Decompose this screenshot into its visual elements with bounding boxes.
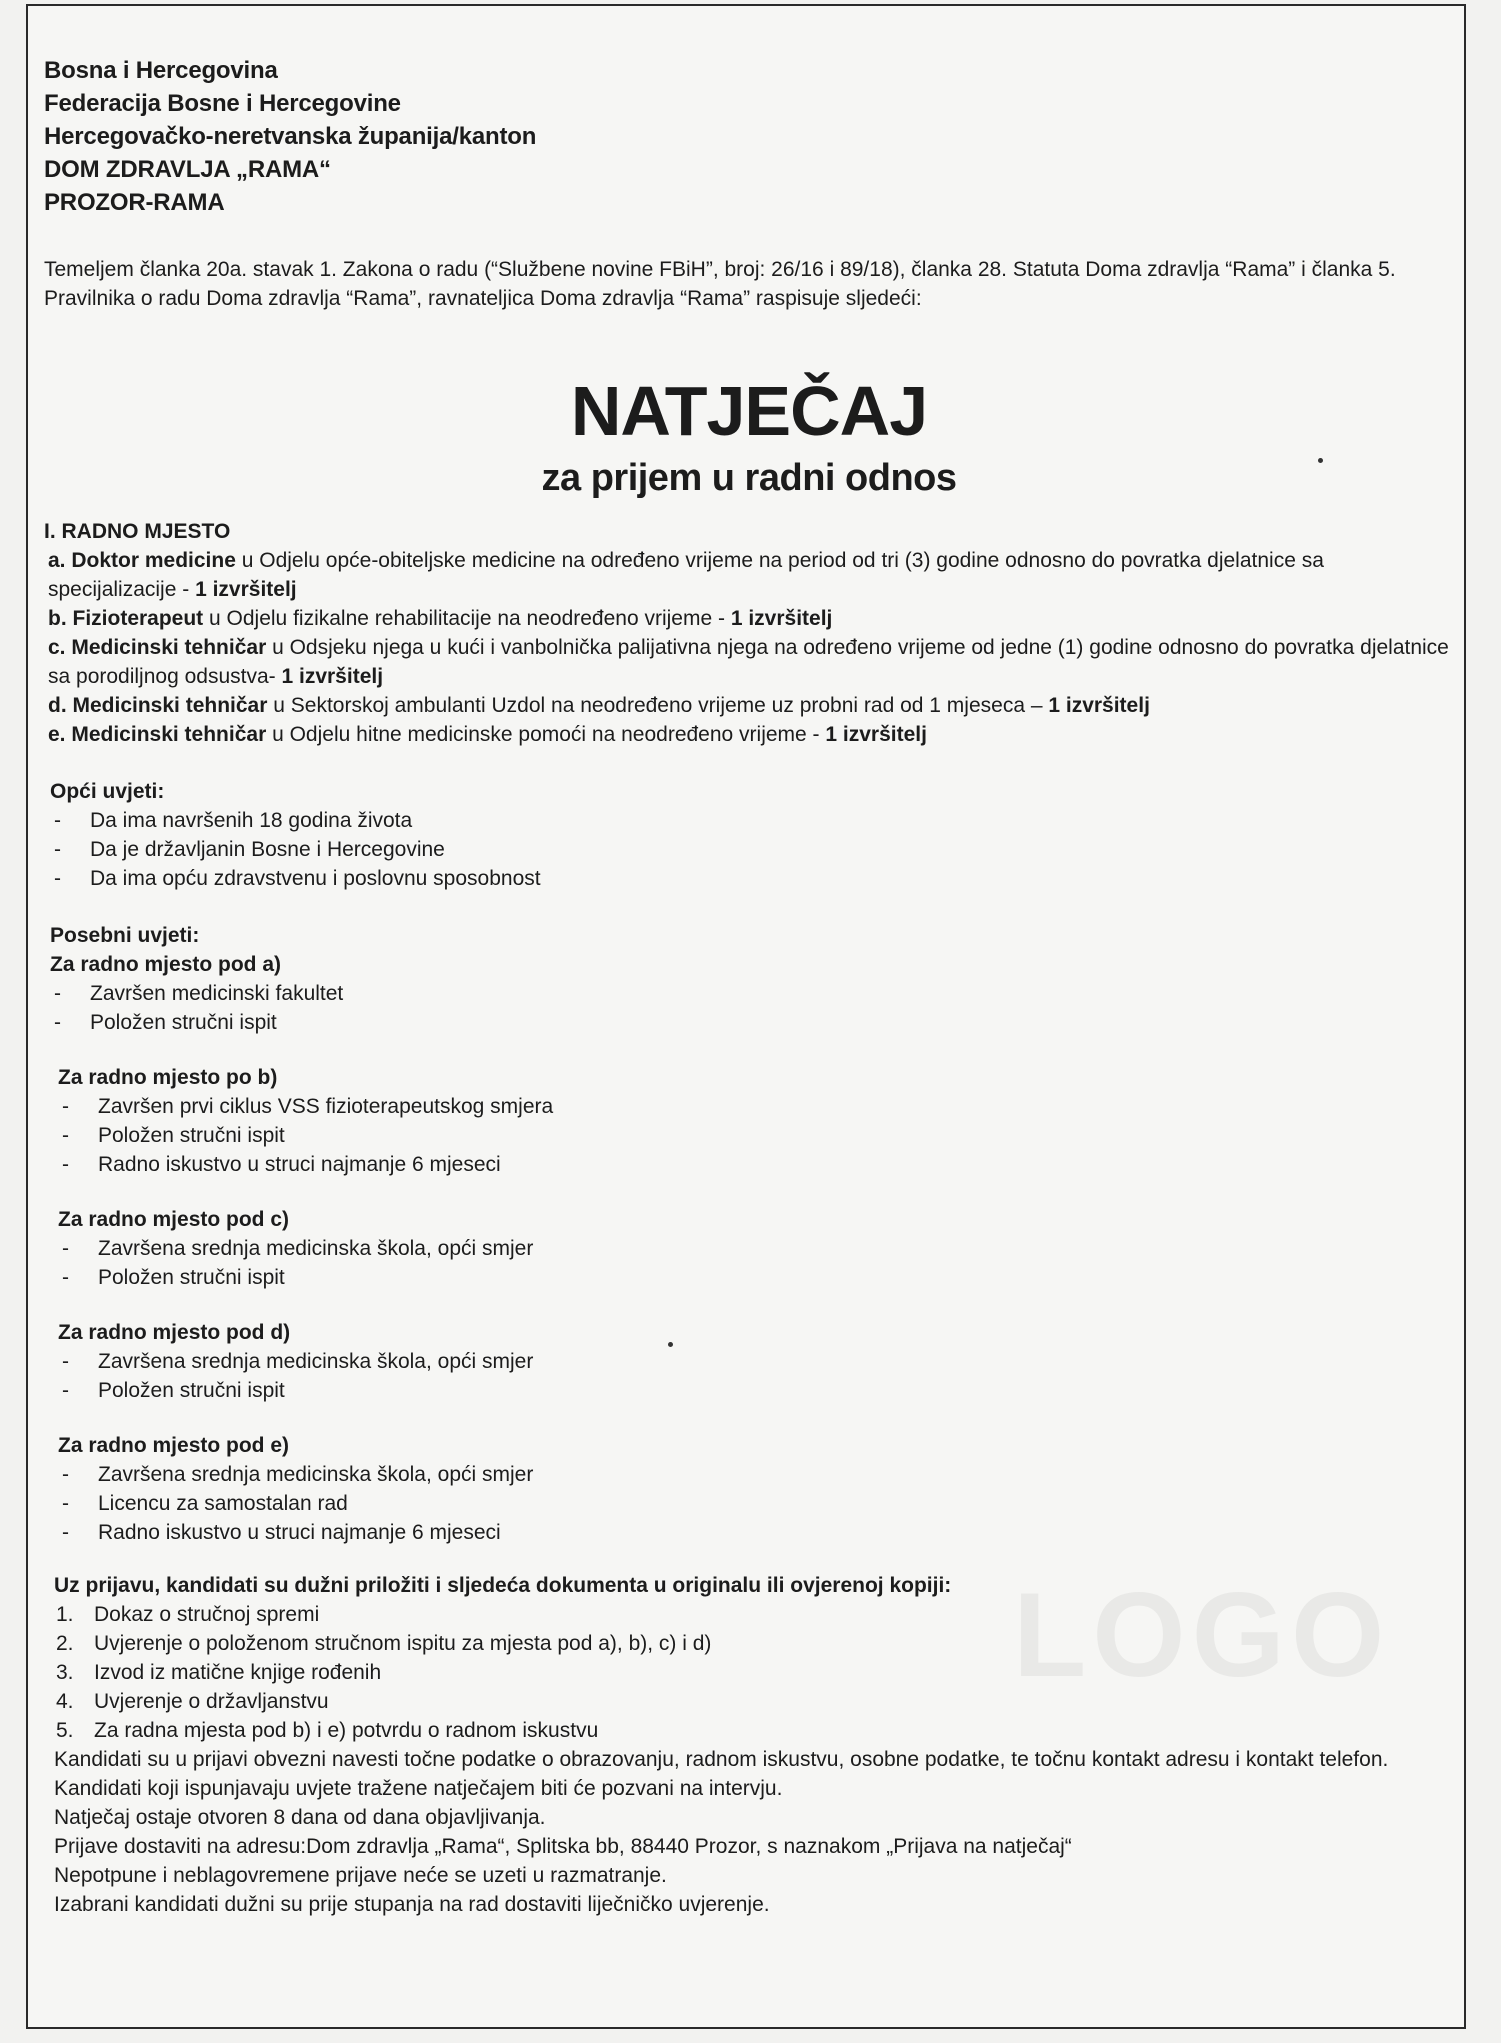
condition-group [50, 950, 1454, 1037]
list-item: - Položen stručni ispit [58, 1376, 1454, 1405]
notice-content [44, 54, 1454, 1919]
position-item [44, 633, 1454, 691]
list-item [54, 1658, 1454, 1687]
list-item: - Završena srednja medicinska škola, opći smjer [58, 1347, 1454, 1376]
positions-heading: I. RADNO MJESTO [44, 520, 231, 543]
closing-line: Nepotpune i neblagovremene prijave neće se uzeti u razmatranje. [54, 1864, 667, 1887]
item-text: Uvjerenje o položenom stručnom ispitu za mjesta pod a), b), c) i d) [94, 1632, 712, 1655]
list-item: - Da je državljanin Bosne i Hercegovine [50, 835, 1454, 864]
list-item: - Završen prvi ciklus VSS fizioterapeutskog smjera [58, 1092, 1454, 1121]
condition-group [50, 1431, 1454, 1547]
position-item [44, 546, 1454, 604]
list-item: - Položen stručni ispit [58, 1263, 1454, 1292]
position-title: d. Medicinski tehničar [48, 694, 268, 717]
special-conditions-heading: Posebni uvjeti: [50, 924, 200, 947]
list-item [54, 1600, 1454, 1629]
list-item: - Da ima navršenih 18 godina života [50, 806, 1454, 835]
condition-list [58, 1347, 1454, 1405]
item-number: 2. [56, 1632, 74, 1655]
condition-group-heading: Za radno mjesto pod e) [58, 1434, 290, 1457]
intro-line: Temeljem članka 20a. stavak 1. Zakona o radu (“Službene novine FBiH”, broj: 26/16 i 89/18), članka 28. Statuta Doma zdravlja “Rama” i članka 5. [44, 258, 1396, 281]
condition-group-heading: Za radno mjesto pod c) [58, 1208, 290, 1231]
position-item [44, 604, 1454, 633]
position-item [44, 691, 1454, 720]
institution-header [44, 54, 1454, 219]
required-documents [44, 1571, 1454, 1745]
header-line: DOM ZDRAVLJA „RAMA“ [44, 156, 331, 183]
notice-page [26, 4, 1466, 2029]
list-item: - Položen stručni ispit [58, 1121, 1454, 1150]
header-line: PROZOR-RAMA [44, 189, 225, 216]
position-item [44, 720, 1454, 749]
list-item: - Da ima opću zdravstvenu i poslovnu sposobnost [50, 864, 1454, 893]
closing-line: Izabrani kandidati dužni su prije stupanja na rad dostaviti liječničko uvjerenje. [54, 1893, 770, 1916]
notice-title: NATJEČAJ [570, 372, 928, 450]
position-description: u Odsjeku njega u kući i vanbolnička palijativna njega na određeno vrijeme od jedne (1) godine odnosno do povratka djelatnice sa porodiljnog odsustva- [48, 636, 1449, 688]
position-description: u Odjelu fizikalne rehabilitacije na neodređeno vrijeme - [203, 607, 731, 630]
closing-line: Prijave dostaviti na adresu:Dom zdravlja „Rama“, Splitska bb, 88440 Prozor, s naznakom „Prijava na natječaj“ [54, 1835, 1072, 1858]
item-number: 3. [56, 1661, 74, 1684]
item-number: 4. [56, 1690, 74, 1713]
position-count: 1 izvršitelj [281, 665, 384, 688]
intro-line: Pravilnika o radu Doma zdravlja “Rama”, ravnateljica Doma zdravlja “Rama” raspisuje sljedeći: [44, 287, 922, 310]
position-count: 1 izvršitelj [1048, 694, 1150, 717]
item-text: Uvjerenje o državljanstvu [94, 1690, 329, 1713]
required-documents-heading: Uz prijavu, kandidati su dužni priložiti i sljedeća dokumenta u originalu ili ovjerenoj kopiji: [54, 1574, 952, 1597]
condition-list [58, 1092, 1454, 1179]
header-line: Hercegovačko-neretvanska županija/kanton [44, 123, 537, 150]
position-title: c. Medicinski tehničar [48, 636, 267, 659]
list-item [54, 1629, 1454, 1658]
list-item: - Radno iskustvo u struci najmanje 6 mjeseci [58, 1150, 1454, 1179]
condition-group [50, 1205, 1454, 1292]
position-count: 1 izvršitelj [730, 607, 833, 630]
position-description: u Sektorskoj ambulanti Uzdol na neodređeno vrijeme uz probni rad od 1 mjeseca – [267, 694, 1049, 717]
condition-group-heading: Za radno mjesto pod a) [50, 953, 282, 976]
closing-line: Kandidati su u prijavi obvezni navesti točne podatke o obrazovanju, radnom iskustvu, osobne podatke, te točnu kontakt adresu i kontakt telefon. [54, 1748, 1389, 1771]
general-conditions-heading: Opći uvjeti: [50, 780, 165, 803]
header-line: Federacija Bosne i Hercegovine [44, 90, 401, 117]
item-text: Za radna mjesta pod b) i e) potvrdu o radnom iskustvu [94, 1719, 599, 1742]
notice-subtitle: za prijem u radni odnos [541, 457, 957, 499]
position-description: u Odjelu hitne medicinske pomoći na neodređeno vrijeme - [266, 723, 826, 746]
condition-group-heading: Za radno mjesto po b) [58, 1066, 278, 1089]
list-item: - Radno iskustvo u struci najmanje 6 mjeseci [58, 1518, 1454, 1547]
position-count: 1 izvršitelj [825, 723, 927, 746]
position-count: 1 izvršitelj [195, 578, 297, 601]
list-item: - Završena srednja medicinska škola, opći smjer [58, 1234, 1454, 1263]
list-item: - Položen stručni ispit [50, 1008, 1454, 1037]
legal-intro [44, 255, 1454, 313]
documents-list [54, 1600, 1454, 1745]
list-item: - Licencu za samostalan rad [58, 1489, 1454, 1518]
condition-group [50, 1318, 1454, 1405]
condition-group-heading: Za radno mjesto pod d) [58, 1321, 291, 1344]
list-item [54, 1716, 1454, 1745]
list-item: - Završen medicinski fakultet [50, 979, 1454, 1008]
closing-notes [44, 1745, 1454, 1919]
list-item [54, 1687, 1454, 1716]
position-title: e. Medicinski tehničar [48, 723, 267, 746]
list-item: - Završena srednja medicinska škola, opći smjer [58, 1460, 1454, 1489]
background-watermark: LOGO [1013, 1568, 1391, 1702]
item-number: 5. [56, 1719, 74, 1742]
position-title: b. Fizioterapeut [48, 607, 204, 630]
condition-list [58, 1234, 1454, 1292]
positions-section [44, 517, 1454, 749]
general-conditions [44, 777, 1454, 893]
header-line: Bosna i Hercegovina [44, 57, 278, 84]
closing-line: Kandidati koji ispunjavaju uvjete tražene natječajem biti će pozvani na intervju. [54, 1777, 783, 1800]
special-conditions [44, 921, 1454, 1547]
condition-group [50, 1063, 1454, 1179]
item-number: 1. [56, 1603, 74, 1626]
closing-line: Natječaj ostaje otvoren 8 dana od dana objavljivanja. [54, 1806, 546, 1829]
item-text: Izvod iz matične knjige rođenih [94, 1661, 382, 1684]
condition-list [58, 1460, 1454, 1547]
position-title: a. Doktor medicine [48, 549, 236, 572]
item-text: Dokaz o stručnoj spremi [94, 1603, 320, 1626]
condition-list [50, 979, 1454, 1037]
position-description: u Odjelu opće-obiteljske medicine na određeno vrijeme na period od tri (3) godine odnosno do povratka djelatnice sa specijalizacije - [48, 549, 1324, 601]
general-conditions-list [50, 806, 1454, 893]
